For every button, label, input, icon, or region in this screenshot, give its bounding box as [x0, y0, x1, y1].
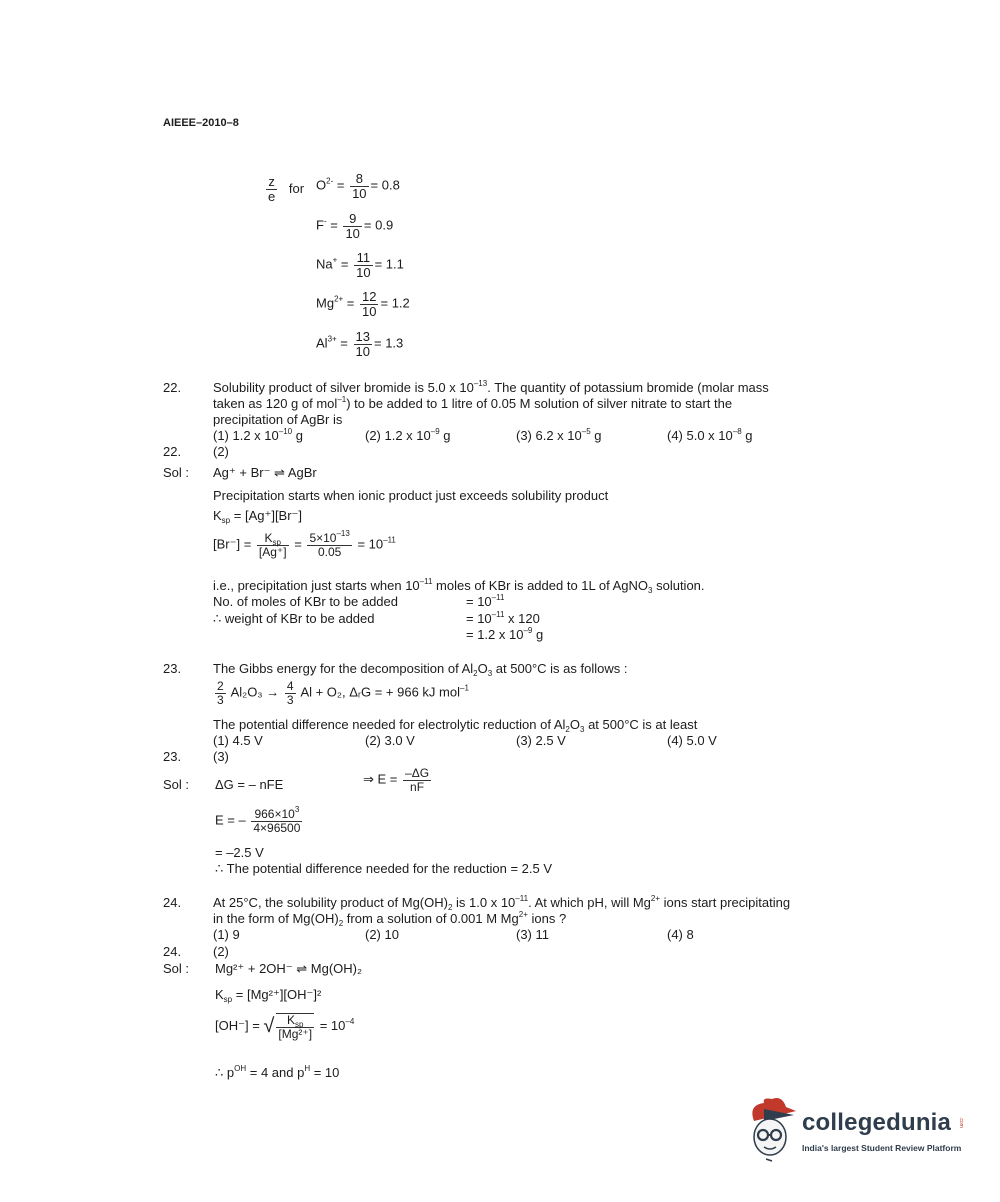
- q22-moles-value: = $10^{-11}$: [466, 593, 505, 609]
- q22-weight-value1: = $10^{-11}$ x 120: [466, 610, 540, 626]
- q23-option-4: (4) 5.0 V: [667, 733, 717, 748]
- graduate-mascot-icon: [742, 1095, 802, 1167]
- q23-option-1: (1) 4.5 V: [213, 733, 263, 748]
- q23-answer: (3): [213, 749, 229, 764]
- q23-delta-g: ΔG = – nFE: [215, 777, 284, 792]
- q24-number: 24.: [163, 895, 182, 910]
- q22-option-1: (1) 1.2 x $10^{-10}$ g: [213, 427, 303, 443]
- q22-weight-value2: = 1.2 x $10^{-9}$ g: [466, 626, 544, 642]
- q23-number: 23.: [163, 661, 182, 676]
- q24-option-4: (4) 8: [667, 927, 694, 942]
- ze-row: F- = $\frac{9}{10}$ = 0.9: [316, 211, 394, 241]
- q22-reaction: Ag⁺ + Br⁻ ⇌ AgBr: [213, 465, 317, 480]
- logo-tagline: India's largest Student Review Platform: [802, 1143, 962, 1153]
- q22-text-line2: taken as 120 g of mol$^{-1}$) to be added to 1 litre of 0.05 M solution of silver nitrate to start the: [213, 395, 733, 411]
- q23-e-expression: ⇒ E = $\frac{-\Delta G}{nF}$: [363, 766, 430, 794]
- q23-text: The Gibbs energy for the decomposition of $Al_2O_3$ at 500°C is as follows :: [213, 661, 628, 678]
- q24-answer: (2): [213, 944, 229, 959]
- page-header-code: AIEEE–2010–8: [163, 117, 239, 129]
- q22-text-line3: precipitation of AgBr is: [213, 412, 343, 427]
- q22-ksp-expression: $K_{sp} = [Ag^+][Br^-]$: [213, 508, 303, 525]
- q22-br-concentration: [Br⁻] = $\frac{K_{sp}}{[Ag^+]}$ = $\frac{5\times 10^{-13}}{0.05}$ = $10^{-11}$: [213, 529, 396, 559]
- q22-precip-line: Precipitation starts when ionic product just exceeds solubility product: [213, 488, 609, 503]
- q22-option-3: (3) 6.2 x $10^{-5}$ g: [516, 427, 602, 443]
- q23-option-3: (3) 2.5 V: [516, 733, 566, 748]
- ze-row: $Mg^{2+}$ = $\frac{12}{10}$ = 1.2: [316, 289, 410, 319]
- q24-sol-label: Sol :: [163, 961, 190, 976]
- q23-option-2: (2) 3.0 V: [365, 733, 415, 748]
- q24-text-line1: At 25°C, the solubility product of $Mg(OH)_2$ is 1.0 x $10^{-11}$. At which pH, will $Mg^{2+}$ ions start precipitating: [213, 894, 791, 912]
- q24-option-3: (3) 11: [516, 927, 549, 942]
- q23-e-result: = –2.5 V: [215, 845, 264, 860]
- q22-answer: (2): [213, 444, 229, 459]
- q22-sol-label: Sol :: [163, 465, 190, 480]
- q23-sol-label: Sol :: [163, 777, 190, 792]
- q24-ph-line: ∴ $p^{OH} = 4$ and $p^H = 10$: [215, 1064, 340, 1080]
- q23-text2: The potential difference needed for electrolytic reduction of $Al_2O_3$ at 500°C is at least: [213, 717, 698, 734]
- logo-com: .com: [958, 1117, 964, 1128]
- q22-option-2: (2) 1.2 x $10^{-9}$ g: [365, 427, 451, 443]
- q22-ie-line: i.e., precipitation just starts when $10^{-11}$ moles of KBr is added to 1L of AgNO$_3$ solution.: [213, 577, 705, 595]
- q24-option-1: (1) 9: [213, 927, 240, 942]
- q22-option-4: (4) 5.0 x $10^{-8}$ g: [667, 427, 753, 443]
- ze-row: $O^{2-}$ = $\frac{8}{10}$ = 0.8: [316, 171, 400, 201]
- ze-lead: $\frac{z}{e}$ for: [268, 174, 305, 204]
- q23-conclusion: ∴ The potential difference needed for the reduction = 2.5 V: [215, 861, 552, 876]
- q22-text-line1: Solubility product of silver bromide is 5.0 x $10^{-13}$. The quantity of potassium bromide (molar mass: [213, 379, 769, 395]
- q24-oh-concentration: [OH⁻] = √ $\frac{K_{sp}}{\text{[Mg²⁺]}}$ = $10^{-4}$: [215, 1013, 355, 1041]
- q24-ksp-expression: $K_{sp} = [Mg^{2+}][OH^-]^2$: [215, 987, 322, 1004]
- q24-option-2: (2) 10: [365, 927, 399, 942]
- collegedunia-logo: [742, 1095, 972, 1167]
- q23-answer-number: 23.: [163, 749, 182, 764]
- q22-answer-number: 22.: [163, 444, 182, 459]
- q23-e-calculation: E = – $\frac{966\times 10^3}{4\times 96500}$: [215, 805, 301, 835]
- q22-moles-label: No. of moles of KBr to be added: [213, 594, 398, 609]
- q24-text-line2: in the form of $Mg(OH)_2$ from a solution of 0.001 M $Mg^{2+}$ ions ?: [213, 910, 567, 928]
- q24-reaction: Mg²⁺ + 2OH⁻ ⇌ Mg(OH)₂: [215, 961, 363, 976]
- q22-weight-label: ∴ weight of KBr to be added: [213, 611, 375, 626]
- ze-row: Na+ = $\frac{11}{10}$ = 1.1: [316, 250, 404, 280]
- logo-wordmark: collegedunia: [802, 1109, 952, 1136]
- q22-number: 22.: [163, 380, 182, 395]
- q24-answer-number: 24.: [163, 944, 182, 959]
- ze-row: $Al^{3+}$ = $\frac{13}{10}$ = 1.3: [316, 329, 404, 359]
- q23-equation: $\frac{2}{3}$ Al₂O₃ → $\frac{4}{3}$ Al + O₂, ΔᵣG = + 966 kJ mol$^{-1}$: [217, 679, 469, 707]
